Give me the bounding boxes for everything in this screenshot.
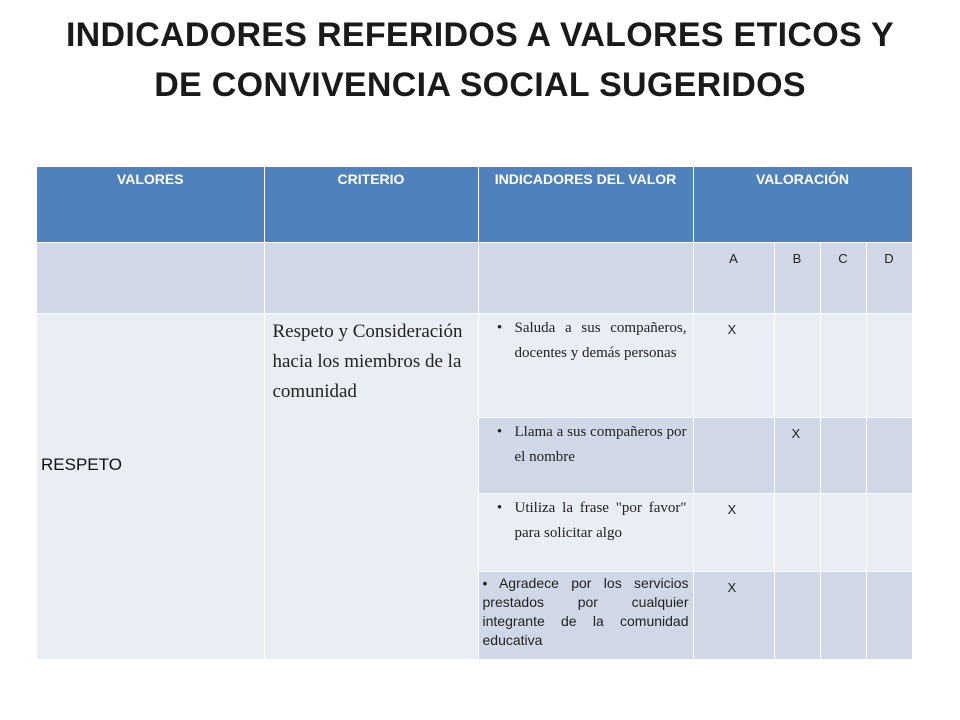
mark-1-b <box>774 314 820 418</box>
header-row <box>37 167 912 243</box>
page-title <box>0 10 960 110</box>
scale-empty-criterio <box>264 243 478 314</box>
mark-2-a <box>693 418 774 494</box>
mark-1-a: X <box>693 314 774 418</box>
scale-empty-valores <box>37 243 264 314</box>
mark-4-b <box>774 572 820 660</box>
scale-label-c: C <box>820 243 866 314</box>
mark-2-c <box>820 418 866 494</box>
mark-2-b: X <box>774 418 820 494</box>
values-indicators-table <box>37 167 913 660</box>
mark-3-a: X <box>693 494 774 572</box>
scale-empty-indicadores <box>478 243 693 314</box>
mark-4-d <box>866 572 912 660</box>
mark-1-d <box>866 314 912 418</box>
mark-2-d <box>866 418 912 494</box>
mark-1-c <box>820 314 866 418</box>
header-valores: VALORES <box>37 167 264 243</box>
scale-label-d: D <box>866 243 912 314</box>
valor-cell: RESPETO <box>37 314 264 660</box>
mark-3-d <box>866 494 912 572</box>
indicator-row-1 <box>37 314 912 418</box>
title-line-2: DE CONVIVENCIA SOCIAL SUGERIDOS <box>154 66 806 104</box>
mark-3-c <box>820 494 866 572</box>
indicator-3: • Utiliza la frase "por favor" para solicitar algo <box>478 494 693 572</box>
indicator-4: • Agradece por los servicios prestados por cualquier integrante de la comunidad educativa <box>478 572 693 660</box>
mark-4-a: X <box>693 572 774 660</box>
title-line-1: INDICADORES REFERIDOS A VALORES ETICOS Y <box>65 16 895 54</box>
scale-label-a: A <box>693 243 774 314</box>
header-criterio: CRITERIO <box>264 167 478 243</box>
scale-label-b: B <box>774 243 820 314</box>
mark-4-c <box>820 572 866 660</box>
mark-3-b <box>774 494 820 572</box>
criterio-cell: Respeto y Consideración hacia los miembros de la comunidad <box>264 314 478 660</box>
indicator-2: • Llama a sus compañeros por el nombre <box>478 418 693 494</box>
indicator-1: • Saluda a sus compañeros, docentes y demás personas <box>478 314 693 418</box>
scale-row <box>37 243 912 314</box>
header-indicadores: INDICADORES DEL VALOR <box>478 167 693 243</box>
header-valoracion: VALORACIÓN <box>693 167 912 243</box>
